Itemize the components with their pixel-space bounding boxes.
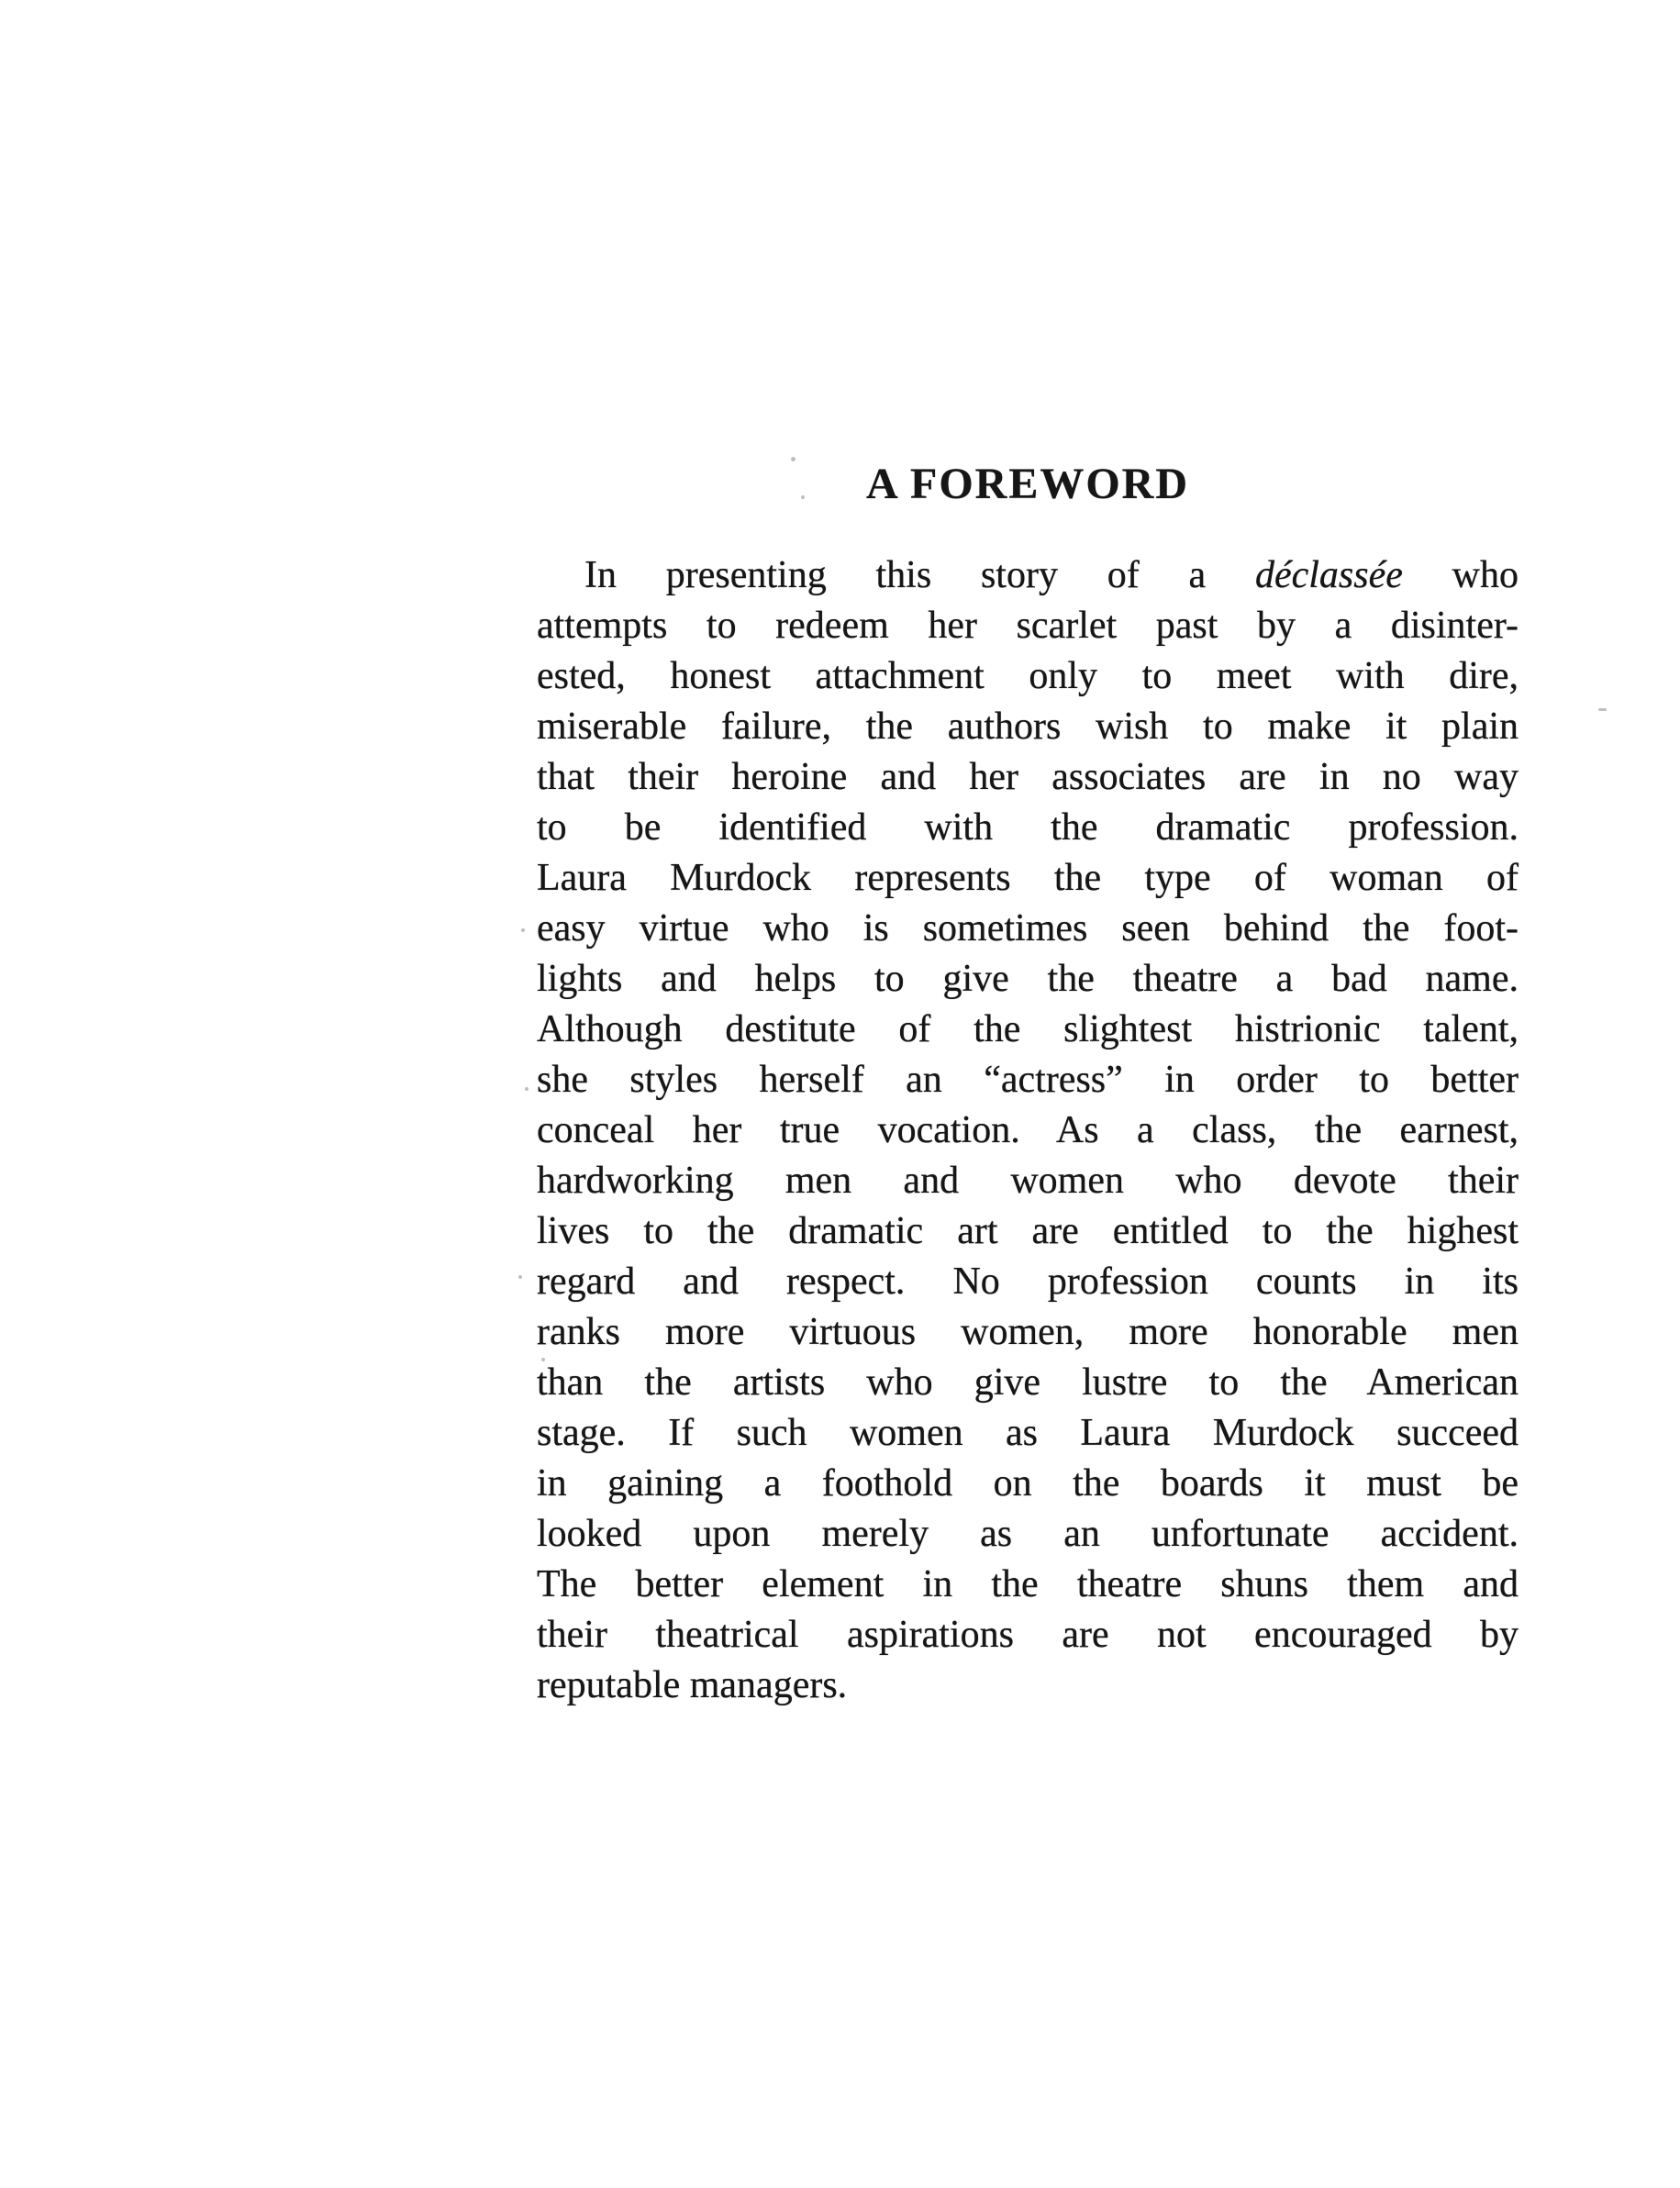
- text-line: she styles herself an “actress” in order to better: [537, 1059, 1519, 1101]
- text-line: ranks more virtuous women, more honorable men: [537, 1311, 1519, 1353]
- text-line: their theatrical aspirations are not encouraged by: [537, 1614, 1519, 1656]
- text-block: [537, 459, 1519, 1711]
- scan-speck: [518, 1275, 522, 1279]
- text-line: reputable managers.: [537, 1664, 848, 1706]
- text-line: Laura Murdock represents the type of woman of: [537, 857, 1519, 899]
- text-line: stage. If such women as Laura Murdock succeed: [537, 1412, 1519, 1454]
- text-line: that their heroine and her associates are in no way: [537, 756, 1519, 798]
- text-line: lights and helps to give the theatre a bad name.: [537, 958, 1519, 1000]
- scan-speck: [791, 457, 795, 461]
- italic-term: déclassée: [1254, 554, 1403, 596]
- text-line: miserable failure, the authors wish to make it plain: [537, 705, 1519, 748]
- text-line: in gaining a foothold on the boards it must be: [537, 1462, 1519, 1505]
- text-line: Although destitute of the slightest histrionic talent,: [537, 1008, 1519, 1050]
- scan-speck: [801, 495, 805, 499]
- foreword-paragraph: [537, 550, 1519, 1711]
- text-segment: In presenting this story of a: [584, 554, 1255, 596]
- text-line: lives to the dramatic art are entitled to the highest: [537, 1210, 1519, 1252]
- text-line: regard and respect. No profession counts in its: [537, 1261, 1519, 1303]
- scan-speck: [525, 1087, 528, 1091]
- text-line: ested, honest attachment only to meet with dire,: [537, 655, 1519, 697]
- text-line: [537, 550, 1519, 601]
- text-line: hardworking men and women who devote their: [537, 1160, 1519, 1202]
- text-segment: who: [1402, 554, 1519, 596]
- page-title: A FOREWORD: [865, 460, 1189, 508]
- text-line: The better element in the theatre shuns them and: [537, 1563, 1519, 1605]
- text-line: attempts to redeem her scarlet past by a disinter-: [537, 605, 1519, 647]
- text-line: looked upon merely as an unfortunate accident.: [537, 1513, 1519, 1555]
- text-line: easy virtue who is sometimes seen behind the foot-: [537, 907, 1519, 950]
- scan-speck: [521, 928, 525, 932]
- scan-speck: [1598, 708, 1607, 711]
- text-line: conceal her true vocation. As a class, the earnest,: [537, 1109, 1519, 1151]
- text-line: than the artists who give lustre to the American: [537, 1361, 1519, 1404]
- text-line: to be identified with the dramatic profession.: [537, 806, 1519, 849]
- scan-speck: [541, 1358, 545, 1361]
